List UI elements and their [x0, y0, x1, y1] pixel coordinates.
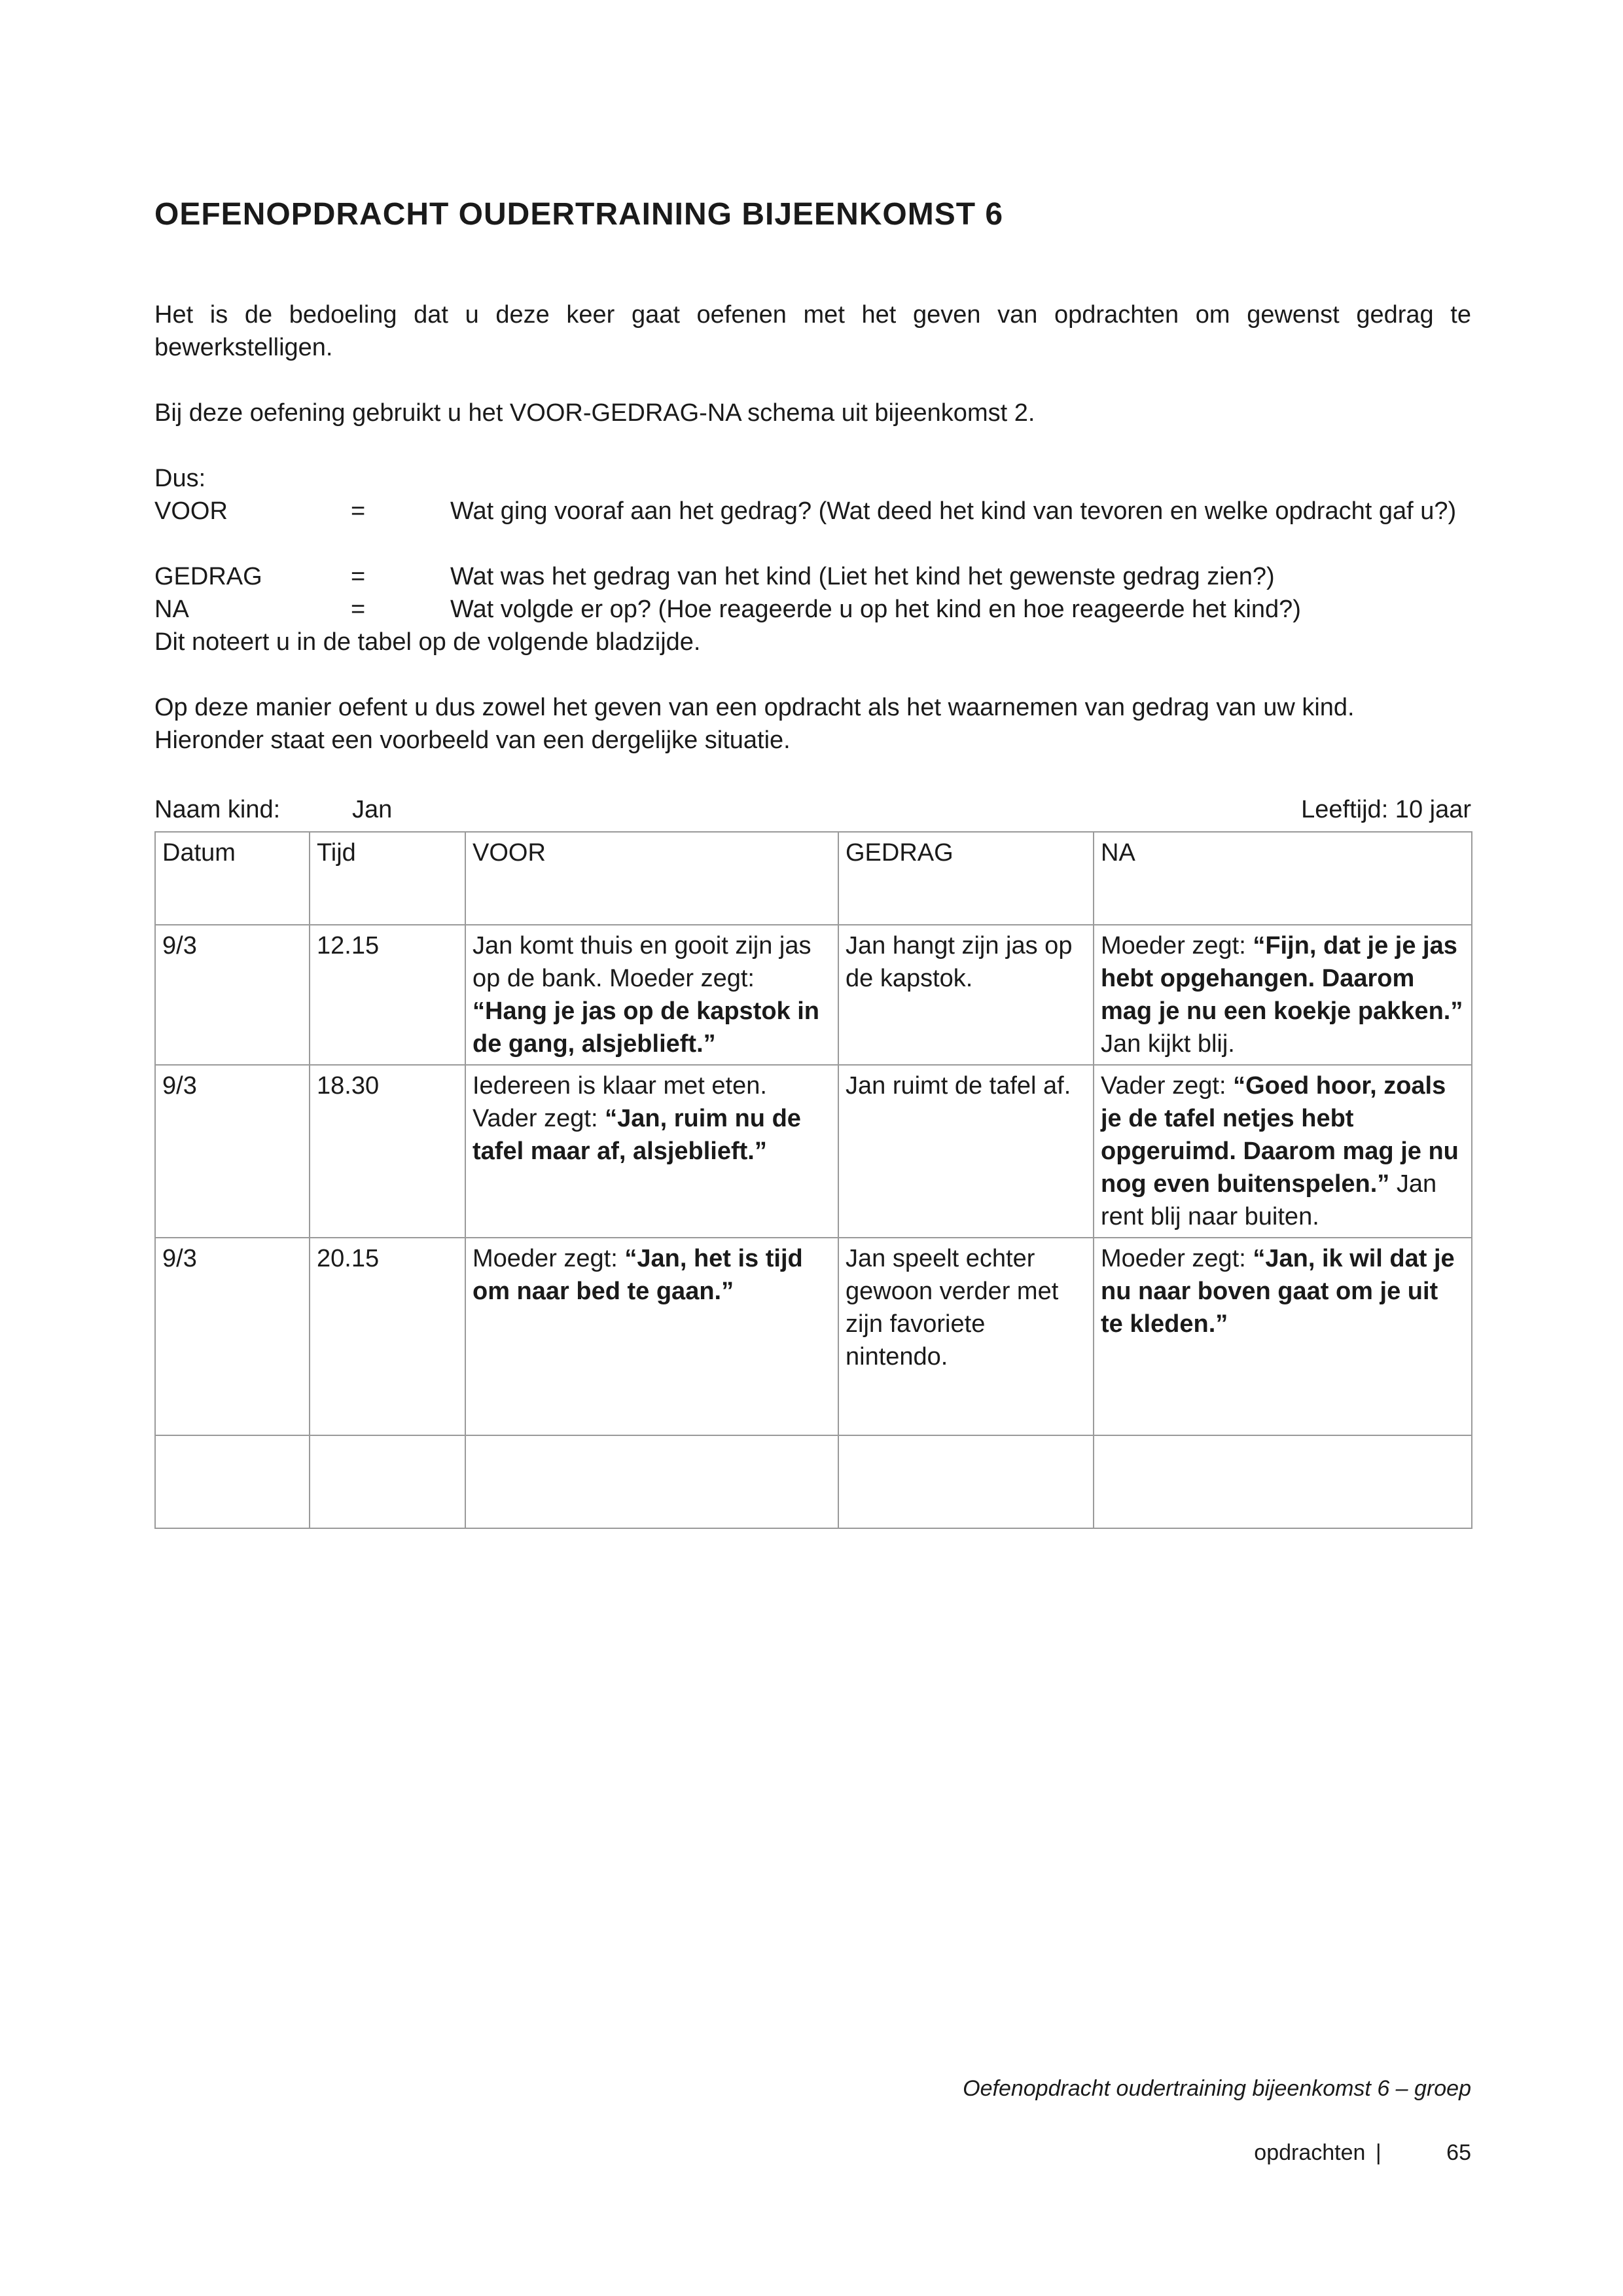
- footer-section: opdrachten: [1254, 2140, 1366, 2165]
- definition-term: GEDRAG: [154, 563, 262, 590]
- table-row: [155, 1238, 1472, 1435]
- na-quote: “Fijn, dat je je jas hebt opgehangen. Daarom mag je nu een koekje pakken.”: [1101, 932, 1463, 1025]
- cell-na: [1094, 1065, 1472, 1238]
- na-text: Moeder zegt:: [1101, 932, 1253, 960]
- header-na: NA: [1094, 832, 1472, 925]
- header-datum: Datum: [155, 832, 310, 925]
- cell-voor: [465, 1238, 838, 1435]
- header-gedrag: GEDRAG: [838, 832, 1094, 925]
- empty-cell: [465, 1435, 838, 1528]
- table-row: [155, 1065, 1472, 1238]
- child-age: Leeftijd: 10 jaar: [1301, 796, 1471, 823]
- note-line: Dit noteert u in de tabel op de volgende bladzijde.: [154, 628, 701, 656]
- definition-equals: =: [351, 563, 366, 590]
- na-quote: “Goed hoor, zoals je de tafel netjes hebt opgeruimd. Daarom mag je nu nog even buitenspelen.”: [1101, 1072, 1459, 1198]
- definition-text: Wat was het gedrag van het kind (Liet het kind het gewenste gedrag zien?): [450, 563, 1275, 590]
- footer-page-info: [1254, 2140, 1471, 2166]
- na-after: Jan rent blij naar buiten.: [1101, 1170, 1437, 1230]
- voor-quote: “Hang je jas op de kapstok in de gang, alsjeblieft.”: [473, 997, 820, 1058]
- voor-text: Jan komt thuis en gooit zijn jas op de bank. Moeder zegt:: [473, 932, 812, 992]
- na-text: Moeder zegt:: [1101, 1245, 1253, 1272]
- cell-na: [1094, 1238, 1472, 1435]
- footer-separator: |: [1375, 2140, 1382, 2165]
- footer-title: Oefenopdracht oudertraining bijeenkomst 6 – groep: [963, 2076, 1471, 2101]
- cell-gedrag: Jan speelt echter gewoon verder met zijn favoriete nintendo.: [838, 1238, 1094, 1435]
- cell-time: 12.15: [310, 925, 465, 1065]
- voor-text: Iedereen is klaar met eten. Vader zegt:: [473, 1072, 767, 1132]
- cell-date: 9/3: [155, 1065, 310, 1238]
- cell-gedrag: Jan ruimt de tafel af.: [838, 1065, 1094, 1238]
- table-header-row: [155, 832, 1472, 925]
- definition-text: Wat volgde er op? (Hoe reageerde u op het kind en hoe reageerde het kind?): [450, 596, 1301, 623]
- table-row: [155, 925, 1472, 1065]
- definition-equals: =: [351, 497, 366, 525]
- voor-quote: “Jan, het is tijd om naar bed te gaan.”: [473, 1245, 803, 1305]
- na-quote: “Jan, ik wil dat je nu naar boven gaat om je uit te kleden.”: [1101, 1245, 1455, 1338]
- cell-time: 18.30: [310, 1065, 465, 1238]
- definition-text: Wat ging vooraf aan het gedrag? (Wat deed het kind van tevoren en welke opdracht gaf u?): [450, 497, 1457, 525]
- header-voor: VOOR: [465, 832, 838, 925]
- empty-cell: [310, 1435, 465, 1528]
- cell-time: 20.15: [310, 1238, 465, 1435]
- definition-term: NA: [154, 596, 189, 623]
- intro-paragraph: Het is de bedoeling dat u deze keer gaat oefenen met het geven van opdrachten om gewenst gedrag te bewerkstelligen.: [154, 301, 1471, 361]
- observation-table: [154, 831, 1472, 1529]
- header-tijd: Tijd: [310, 832, 465, 925]
- table-empty-row: [155, 1435, 1472, 1528]
- cell-date: 9/3: [155, 1238, 310, 1435]
- empty-cell: [1094, 1435, 1472, 1528]
- method-line-2: Hieronder staat een voorbeeld van een dergelijke situatie.: [154, 726, 791, 754]
- cell-date: 9/3: [155, 925, 310, 1065]
- cell-na: [1094, 925, 1472, 1065]
- dus-label: Dus:: [154, 465, 206, 492]
- page-number: 65: [1446, 2140, 1471, 2165]
- definition-equals: =: [351, 596, 366, 623]
- method-line-1: Op deze manier oefent u dus zowel het geven van een opdracht als het waarnemen van gedrag van uw kind.: [154, 694, 1355, 721]
- cell-voor: [465, 1065, 838, 1238]
- cell-voor: [465, 925, 838, 1065]
- voor-quote: “Jan, ruim nu de tafel maar af, alsjeblieft.”: [473, 1105, 801, 1165]
- child-name-label: Naam kind:: [154, 796, 281, 823]
- empty-cell: [838, 1435, 1094, 1528]
- definition-term: VOOR: [154, 497, 228, 525]
- cell-gedrag: Jan hangt zijn jas op de kapstok.: [838, 925, 1094, 1065]
- na-after: Jan kijkt blij.: [1101, 1030, 1235, 1058]
- na-text: Vader zegt:: [1101, 1072, 1234, 1100]
- page-title: OEFENOPDRACHT OUDERTRAINING BIJEENKOMST 6: [154, 197, 1004, 232]
- child-name: Jan: [352, 796, 393, 823]
- schema-line: Bij deze oefening gebruikt u het VOOR-GEDRAG-NA schema uit bijeenkomst 2.: [154, 399, 1035, 427]
- voor-text: Moeder zegt:: [473, 1245, 625, 1272]
- empty-cell: [155, 1435, 310, 1528]
